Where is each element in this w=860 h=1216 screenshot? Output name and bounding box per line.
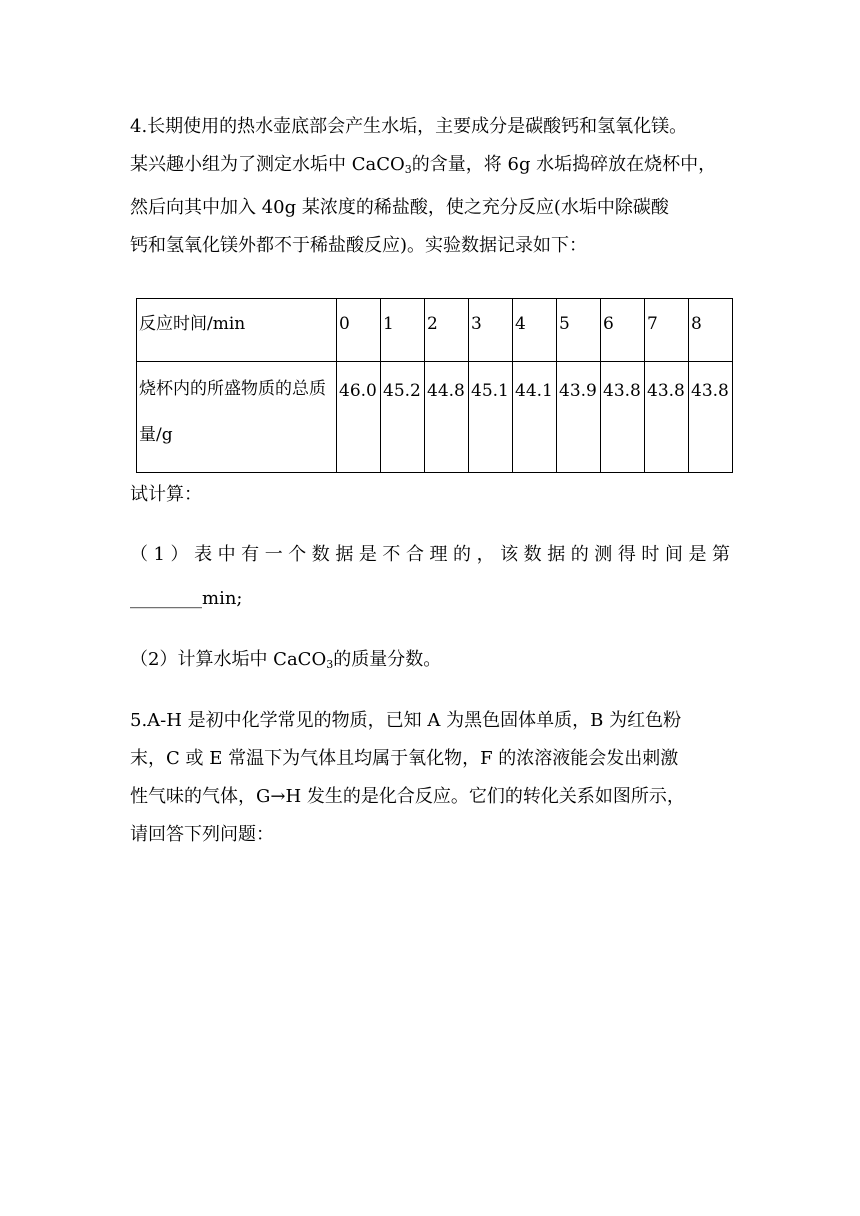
time-cell: 7 [645,299,689,362]
time-cell: 8 [689,299,733,362]
q5-line-2: 末，C 或 E 常温下为气体且均属于氧化物，F 的浓溶液能会发出刺激 [130,748,679,769]
mass-cell: 45.1 [469,362,513,473]
mass-cell: 45.2 [381,362,425,473]
mass-cell: 44.1 [513,362,557,473]
mass-header-cell: 烧杯内的所盛物质的总质量/g [137,362,337,473]
mass-cell: 43.9 [557,362,601,473]
mass-cell: 46.0 [337,362,381,473]
table-row-time [137,299,733,362]
mass-cell: 43.8 [601,362,645,473]
sub1-line-1: （1）表中有一个数据是不合理的，该数据的测得时间是第 [130,544,730,565]
q5-line-3: 性气味的气体，G→H 发生的是化合反应。它们的转化关系如图所示， [130,786,685,807]
sub-question-2: （2）计算水垢中 CaCO$_3$的质量分数。 [130,649,442,671]
mass-cell: 43.8 [645,362,689,473]
q4-line-4: 钙和氢氧化镁外都不于稀盐酸反应)。实验数据记录如下： [130,235,588,256]
mass-cell: 43.8 [689,362,733,473]
q5-line-1: 5.A-H 是初中化学常见的物质，已知 A 为黑色固体单质，B 为红色粉 [130,710,682,731]
time-cell: 5 [557,299,601,362]
time-cell: 1 [381,299,425,362]
time-cell: 4 [513,299,557,362]
table-row-mass [137,362,733,473]
time-header-cell: 反应时间/min [137,299,337,362]
question-5-text [130,702,730,854]
time-cell: 0 [337,299,381,362]
time-cell: 2 [425,299,469,362]
q4-line-3: 然后向其中加入 40g 某浓度的稀盐酸，使之充分反应(水垢中除碳酸 [130,197,669,218]
sub-question-1 [130,536,730,618]
time-cell: 6 [601,299,645,362]
q4-line-1: 4.长期使用的热水壶底部会产生水垢，主要成分是碳酸钙和氢氧化镁。 [130,116,688,137]
experiment-data-table [136,298,733,473]
q5-line-4: 请回答下列问题： [130,824,274,845]
question-4-text [130,108,730,265]
answer-blank: ________min; [130,588,243,609]
calc-heading: 试计算： [130,484,202,505]
time-cell: 3 [469,299,513,362]
q4-line-2: 某兴趣小组为了测定水垢中 CaCO$_3$的含量，将 6g 水垢捣碎放在烧杯中， [130,154,717,176]
mass-cell: 44.8 [425,362,469,473]
